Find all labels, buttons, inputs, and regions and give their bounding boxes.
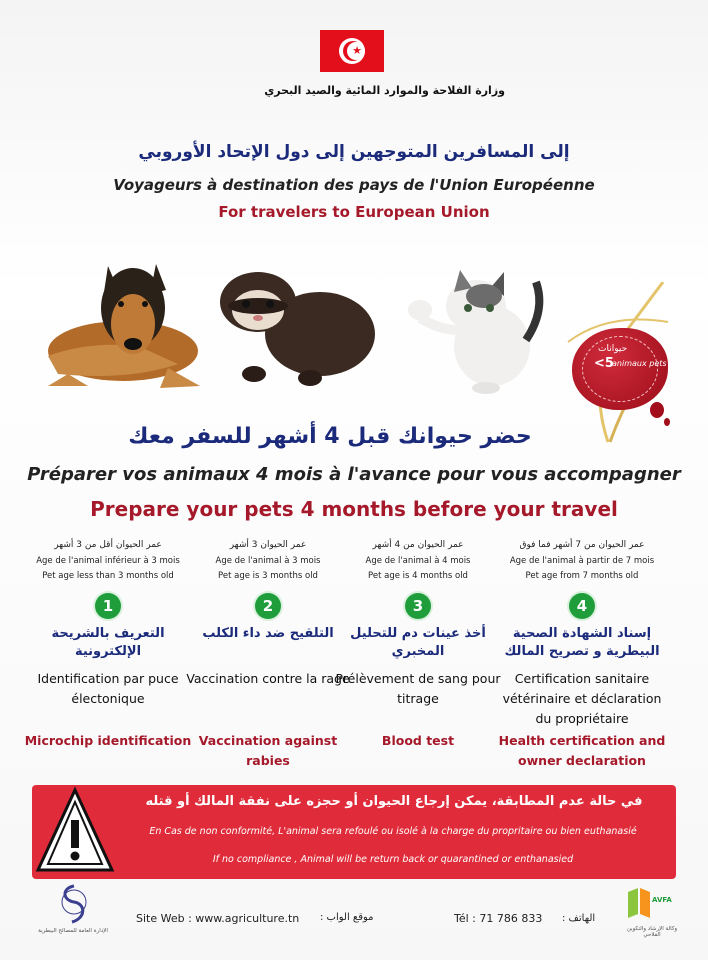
ministry-name: وزارة الفلاحة والموارد المائية والصيد البحري bbox=[264, 84, 505, 97]
ferret-illustration bbox=[210, 264, 378, 390]
title-arabic: إلى المسافرين المتوجهين إلى دول الإتحاد الأوروبي bbox=[138, 142, 570, 162]
avfa-logo bbox=[624, 884, 654, 922]
step-label-french: Prélèvement de sang pour titrage bbox=[335, 671, 501, 706]
step-label-english: Vaccination against rabies bbox=[198, 733, 338, 768]
title-english: For travelers to European Union bbox=[218, 203, 490, 221]
step-number-badge: 3 bbox=[405, 593, 431, 619]
tunisia-flag: ★ bbox=[320, 30, 384, 72]
step-label-arabic: التعريف بالشريحة الإلكترونية bbox=[51, 626, 165, 659]
website-label: Site Web : www.agriculture.tn bbox=[136, 912, 300, 925]
step-3 bbox=[332, 540, 504, 751]
step-label-french: Identification par puce électonique bbox=[37, 671, 179, 706]
step-label-french: Certification sanitaire vétérinaire et déclaration du propriétaire bbox=[502, 671, 662, 726]
website-label-arabic: موقع الواب : bbox=[320, 912, 374, 923]
avfa-logo-text: AVFA bbox=[652, 896, 672, 904]
step-number-badge: 1 bbox=[95, 593, 121, 619]
step-age-english: Pet age from 7 months old bbox=[525, 571, 639, 581]
phone-label: Tél : 71 786 833 bbox=[454, 912, 543, 925]
dog-illustration bbox=[28, 246, 208, 398]
step-age-arabic: عمر الحيوان من 4 أشهر bbox=[372, 540, 464, 550]
warning-english: If no compliance , Animal will be return back or quarantined or enthanasied bbox=[212, 854, 574, 865]
prepare-arabic: حضر حيوانك قبل 4 أشهر للسفر معك bbox=[128, 424, 532, 449]
step-age-arabic: عمر الحيوان 3 أشهر bbox=[229, 540, 307, 550]
step-label-english: Blood test bbox=[381, 733, 455, 748]
seal-drip bbox=[650, 402, 664, 418]
pets-limit-seal: حيوانات <5 animaux pets bbox=[572, 328, 668, 410]
step-4 bbox=[496, 540, 668, 771]
kitten-illustration bbox=[396, 270, 556, 396]
seal-drip-small bbox=[664, 418, 670, 426]
warning-arabic: في حالة عدم المطابقة، يمكن إرجاع الحيوان أو حجزه على نفقة المالك أو قتله bbox=[145, 794, 643, 809]
step-label-english: Microchip identification bbox=[24, 733, 192, 748]
step-age-english: Pet age less than 3 months old bbox=[42, 571, 174, 581]
veterinary-services-logo bbox=[54, 882, 94, 928]
step-1 bbox=[22, 540, 194, 751]
step-age-arabic: عمر الحيوان أقل من 3 أشهر bbox=[54, 540, 162, 550]
step-label-arabic: التلقيح ضد داء الكلب bbox=[202, 626, 334, 641]
step-age-arabic: عمر الحيوان من 7 أشهر فما فوق bbox=[519, 540, 645, 550]
step-age-english: Pet age is 4 months old bbox=[368, 571, 468, 581]
step-age-french: Age de l'animal à 4 mois bbox=[365, 556, 471, 566]
step-label-english: Health certification and owner declaration bbox=[498, 733, 666, 768]
phone-label-arabic: الهاتف : bbox=[562, 913, 596, 924]
step-label-arabic: إسناد الشهادة الصحية البيطرية و تصريح المالك bbox=[504, 626, 660, 659]
left-logo-caption: الإدارة العامة للمصالح البيطرية bbox=[38, 928, 108, 934]
step-age-french: Age de l'animal inférieur à 3 mois bbox=[36, 556, 180, 566]
step-age-french: Age de l'animal à 3 mois bbox=[215, 556, 321, 566]
step-2 bbox=[182, 540, 354, 771]
step-label-arabic: أخذ عينات دم للتحليل المخبري bbox=[350, 626, 486, 659]
right-logo-caption: وكالة الإرشاد والتكوين الفلاحي bbox=[626, 926, 678, 938]
step-number-badge: 4 bbox=[569, 593, 595, 619]
prepare-french: Préparer vos animaux 4 mois à l'avance pour vous accompagner bbox=[27, 464, 681, 485]
step-age-english: Pet age is 3 months old bbox=[218, 571, 318, 581]
step-label-french: Vaccination contre la rage bbox=[186, 671, 350, 686]
step-number-badge: 2 bbox=[255, 593, 281, 619]
prepare-english: Prepare your pets 4 months before your travel bbox=[90, 497, 618, 521]
warning-triangle-icon bbox=[34, 784, 116, 880]
warning-french: En Cas de non conformité, L'animal sera refoulé ou isolé à la charge du propritaire ou bien euthanasié bbox=[149, 826, 637, 837]
step-age-french: Age de l'animal à partir de 7 mois bbox=[509, 556, 655, 566]
title-french: Voyageurs à destination des pays de l'Union Européenne bbox=[113, 176, 595, 194]
